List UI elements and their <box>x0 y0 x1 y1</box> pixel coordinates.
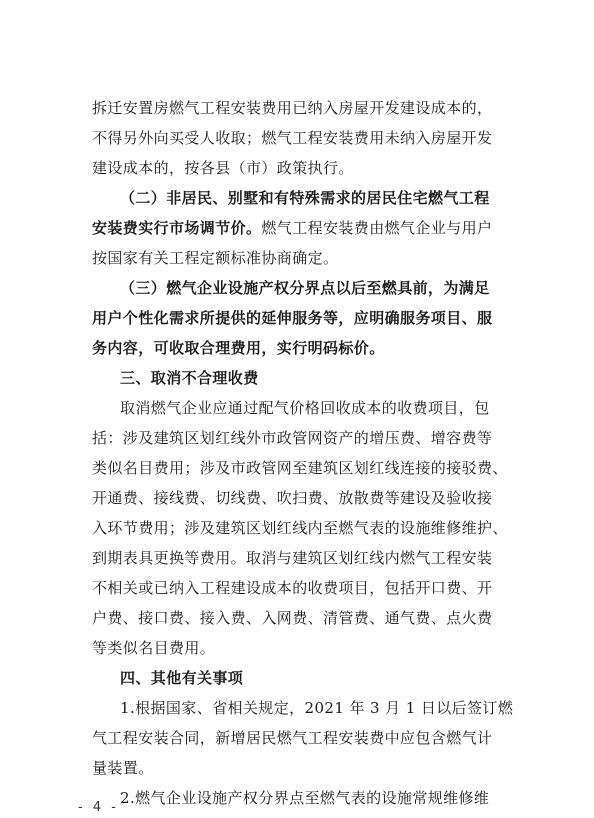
body-line: 开通费、接线费、切线费、吹扫费、放散费等建设及验收接 <box>92 489 493 507</box>
body-line: 建设成本的，按各县（市）政策执行。 <box>92 159 354 177</box>
subsection-3-heading: （三）燃气企业设施产权分界点以后至燃具前，为满足 <box>120 279 490 297</box>
page-number: - 4 - <box>78 800 119 815</box>
body-line: 到期表具更换等费用。取消与建筑区划红线内燃气工程安装 <box>92 549 493 567</box>
body-line: 不得另外向买受人收取；燃气工程安装费用未纳入房屋开发 <box>92 129 493 147</box>
body-line: 入环节费用；涉及建筑区划红线内至燃气表的设施维修维护、 <box>92 519 508 537</box>
body-line: 户费、接口费、接入费、入网费、清管费、通气费、点火费 <box>92 609 493 627</box>
subsection-3-line: 务内容，可收取合理费用，实行明码标价。 <box>92 339 385 357</box>
body-line: 拆迁安置房燃气工程安装费用已纳入房屋开发建设成本的， <box>92 99 493 117</box>
body-line: 等类似名目费用。 <box>92 639 216 657</box>
body-line <box>92 218 492 238</box>
section-3-heading: 三、取消不合理收费 <box>120 369 259 387</box>
body-line: 取消燃气企业应通过配气价格回收成本的收费项目，包 <box>120 399 490 417</box>
body-line: 不相关或已纳入工程建设成本的收费项目，包括开口费、开 <box>92 579 493 597</box>
subsection-2-heading-cont: 安装费实行市场调节价。 <box>92 219 262 237</box>
body-text: 燃气工程安装费由燃气企业与用户 <box>261 219 493 237</box>
body-line: 类似名目费用；涉及市政管网至建筑区划红线连接的接驳费、 <box>92 459 508 477</box>
body-line: 气工程安装合同，新增居民燃气工程安装费中应包含燃气计 <box>92 729 493 747</box>
section-4-heading: 四、其他有关事项 <box>120 669 244 687</box>
body-line: 括：涉及建筑区划红线外市政管网资产的增压费、增容费等 <box>92 429 493 447</box>
body-line: 量装置。 <box>92 759 154 777</box>
subsection-2-heading: （二）非居民、别墅和有特殊需求的居民住宅燃气工程 <box>120 189 490 207</box>
body-line: 按国家有关工程定额标准协商确定。 <box>92 249 339 267</box>
body-line: 2.燃气企业设施产权分界点至燃气表的设施常规维修维 <box>120 789 490 807</box>
subsection-3-line: 用户个性化需求所提供的延伸服务等，应明确服务项目、服 <box>92 309 493 327</box>
body-line: 1.根据国家、省相关规定，2021 年 3 月 1 日以后签订燃 <box>120 699 514 717</box>
